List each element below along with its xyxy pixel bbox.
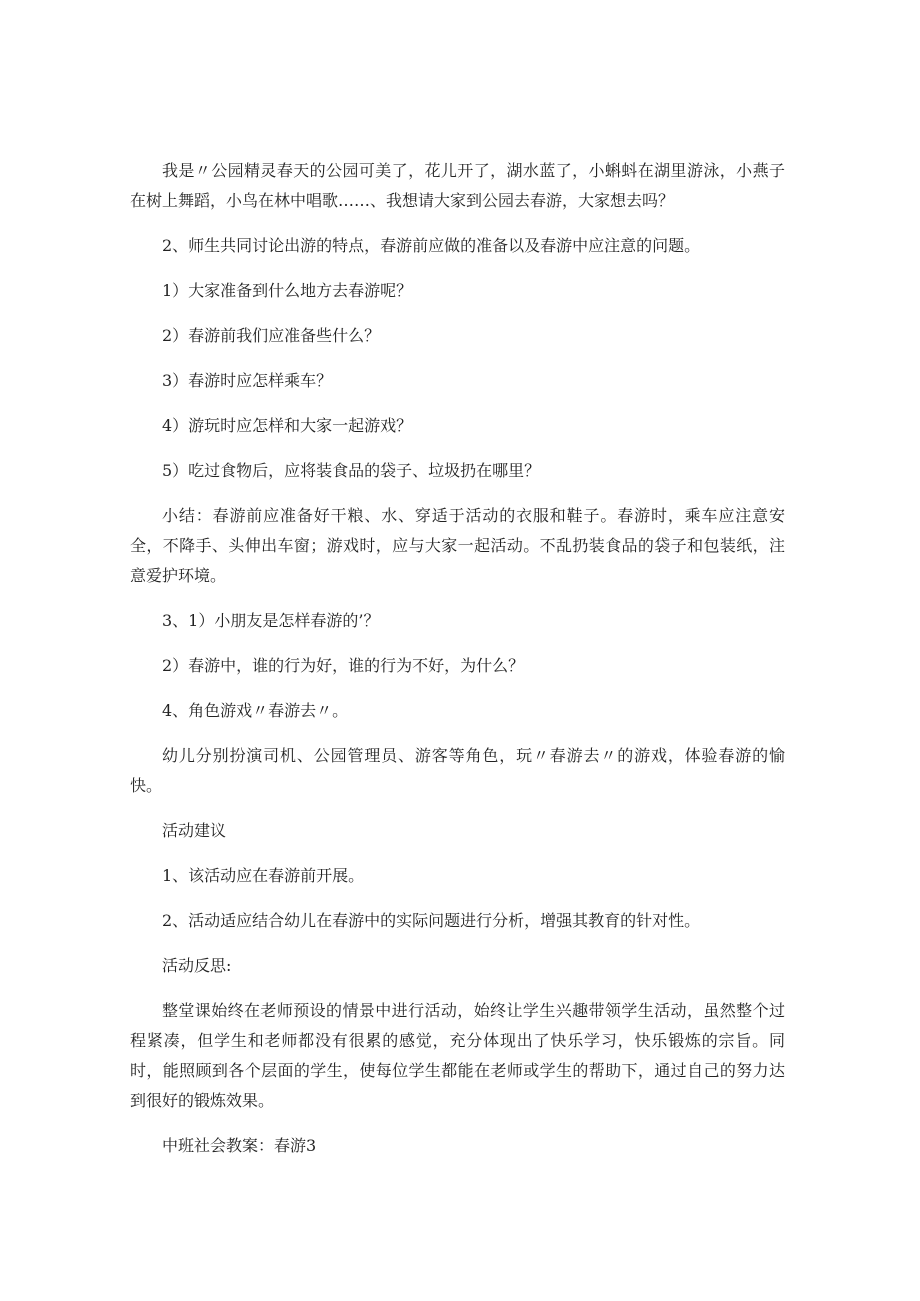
paragraph-reflection: 整堂课始终在老师预设的情景中进行活动，始终让学生兴趣带领学生活动，虽然整个过程紧凑，但学生和老师都没有很累的感觉，充分体现出了快乐学习，快乐锻炼的宗旨。同时，能照顾到各个层面的学生，使每位学生都能在老师或学生的帮助下，通过自己的努力达到很好的锻炼效果。 xyxy=(130,1001,785,1110)
suggestion-1: 1、该活动应在春游前开展。 xyxy=(162,866,365,885)
question-1: 1）大家准备到什么地方去春游呢？ xyxy=(162,281,413,300)
question-3: 3）春游时应怎样乘车？ xyxy=(162,371,333,390)
suggestion-2: 2、活动适应结合幼儿在春游中的实际问题进行分析，增强其教育的针对性。 xyxy=(162,911,701,930)
paragraph-intro-speech: 我是〃公园精灵春天的公园可美了，花儿开了，湖水蓝了，小蝌蚪在湖里游泳，小燕子在树上舞蹈，小鸟在林中唱歌……、我想请大家到公园去春游，大家想去吗？ xyxy=(130,161,785,210)
paragraph-step-3-q1: 3、1）小朋友是怎样春游的’？ xyxy=(162,611,380,630)
paragraph-step-4: 4、角色游戏〃春游去〃。 xyxy=(162,701,349,720)
heading-next-lesson: 中班社会教案：春游3 xyxy=(162,1136,317,1155)
paragraph-summary: 小结：春游前应准备好干粮、水、穿适于活动的衣服和鞋子。春游时，乘车应注意安全，不降手、头伸出车窗；游戏时，应与大家一起活动。不乱扔装食品的袋子和包装纸，注意爱护环境。 xyxy=(130,506,785,585)
heading-activity-suggestions: 活动建议 xyxy=(162,821,227,840)
question-4: 4）游玩时应怎样和大家一起游戏？ xyxy=(162,416,413,435)
paragraph-role-play: 幼儿分别扮演司机、公园管理员、游客等角色，玩〃春游去〃的游戏，体验春游的愉快。 xyxy=(130,746,785,795)
question-2: 2）春游前我们应准备些什么？ xyxy=(162,326,381,345)
paragraph-step-2: 2、师生共同讨论出游的特点，春游前应做的准备以及春游中应注意的问题。 xyxy=(162,236,701,255)
heading-activity-reflection: 活动反思: xyxy=(162,956,232,975)
document-body xyxy=(130,156,785,1176)
question-5: 5）吃过食物后，应将装食品的袋子、垃圾扔在哪里？ xyxy=(162,461,541,480)
paragraph-step-3-q2: 2）春游中，谁的行为好，谁的行为不好，为什么？ xyxy=(162,656,525,675)
